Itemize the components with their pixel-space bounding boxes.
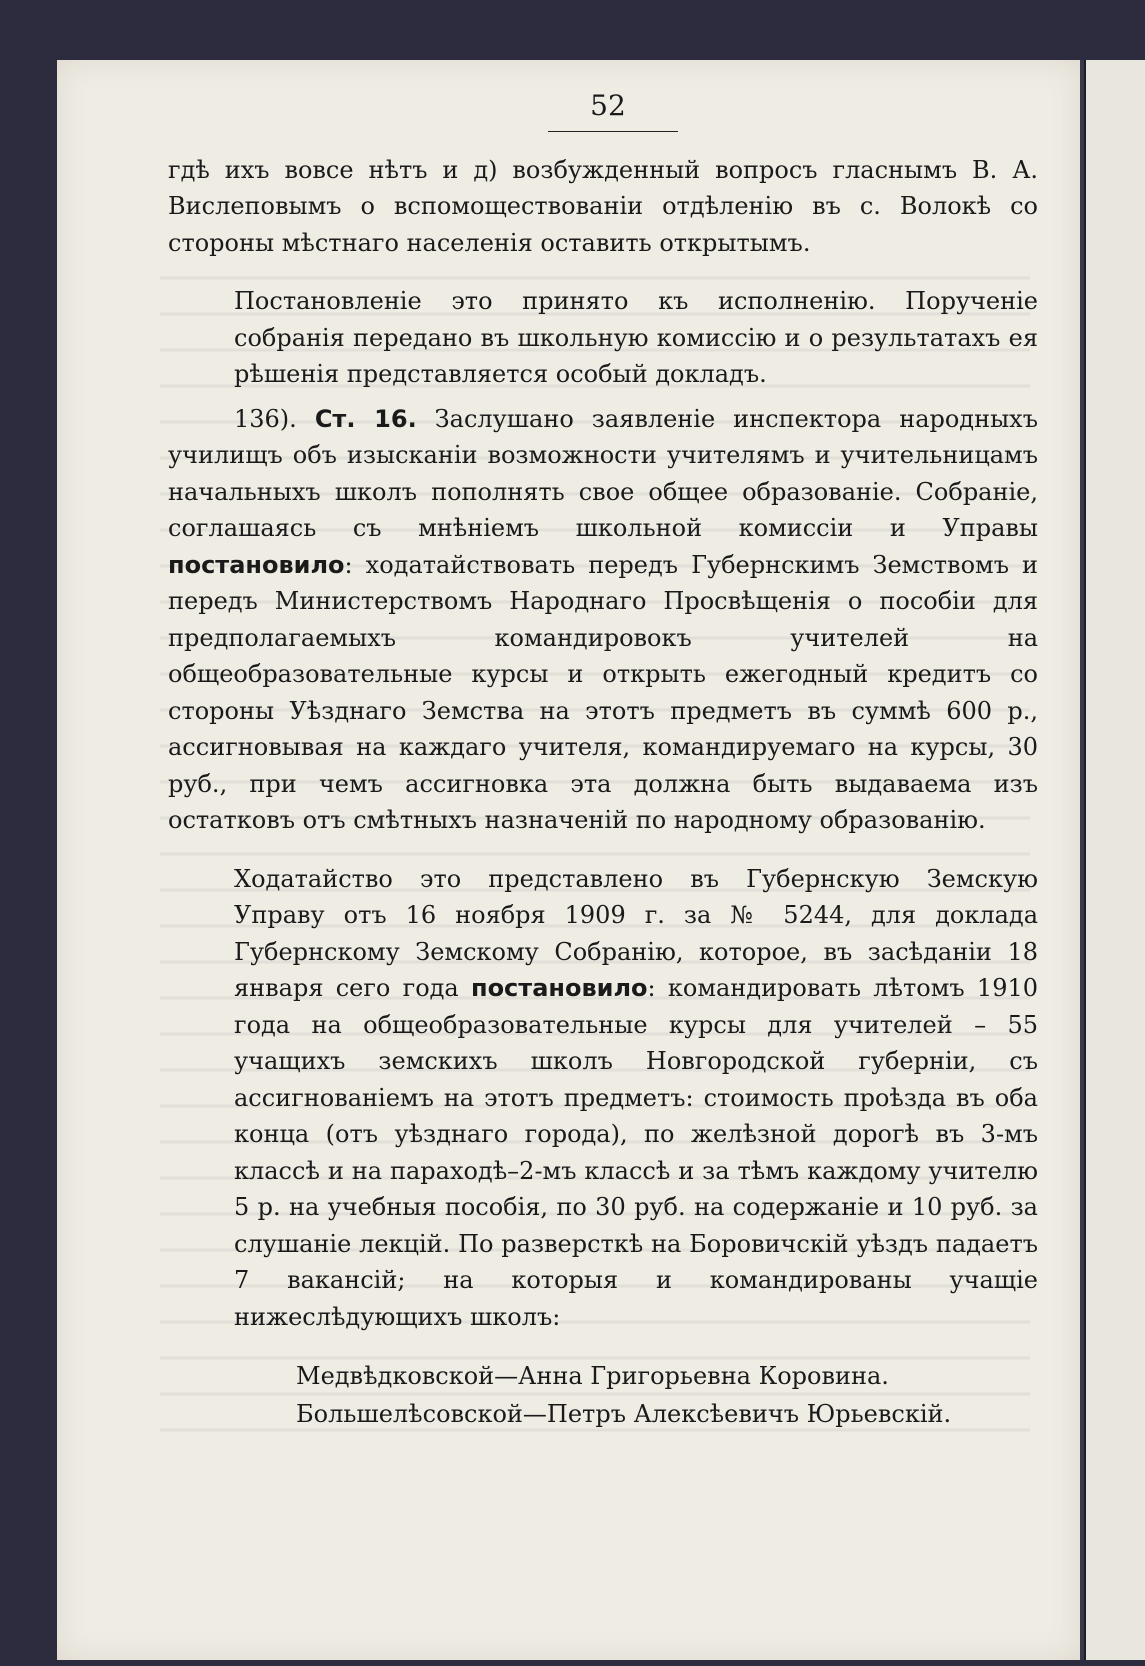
resolved-keyword: постановило [470, 974, 648, 1002]
list-item: Медвѣдковской—Анна Григорьевна Коровина. [296, 1362, 889, 1390]
page-number: 52 [590, 89, 626, 122]
appointed-teachers-list [168, 1357, 1038, 1433]
page-text [168, 88, 1038, 1433]
petition-text-b: : командировать лѣтомъ 1910 года на общеобразовательные курсы для учителей – 55 учащихъ земскихъ школъ Новгородской губерніи, съ ассигнованіемъ на этотъ предметъ: стоимость проѣзда въ оба конца (отъ уѣзднаго города), по желѣзной дорогѣ въ 3-мъ классѣ и на параходѣ–2-мъ классѣ и за тѣмъ каждому учителю 5 р. на учебныя пособія, по 30 руб. на содержаніе и 10 руб. за слушаніе лекцій. По разверсткѣ на Боровичскій уѣздъ падаетъ 7 вакансій; на которыя и командированы учащіе нижеслѣдующихъ школъ: [234, 974, 1038, 1331]
petition-text-a: Ходатайство это представлено въ Губернскую Земскую Управу отъ 16 ноября 1909 г. за № 5244, для доклада Губернскому Земскому Собранію, которое, въ засѣданіи 18 января сего года [234, 864, 1038, 1002]
petition-note [168, 861, 1038, 1336]
list-item: Большелѣсовской—Петръ Алексѣевичъ Юрьевскій. [296, 1400, 952, 1428]
resolution-note-text: Постановленіе это принято къ исполненію. Порученіе собранія передано въ школьную комиссію и о результатахъ ея рѣшенія представляется особый докладъ. [234, 287, 1038, 388]
page-number-rule [548, 131, 678, 132]
article-16-paragraph [168, 401, 1038, 839]
article-text-a: Заслушано заявленіе инспектора народныхъ училищъ объ изысканіи возможности учителямъ и учительницамъ начальныхъ школъ пополнять свое общее образованіе. Собраніе, соглашаясь съ мнѣніемъ школьной комиссіи и Управы [168, 404, 1038, 542]
article-label: Ст. 16. [314, 404, 417, 433]
resolution-note [168, 283, 1038, 393]
adjacent-page-edge [1084, 60, 1145, 1660]
item-number: 136). [234, 404, 297, 433]
article-text-b: : ходатайствовать передъ Губернскимъ Земствомъ и передъ Министерствомъ Народнаго Просвѣщенія о пособіи для предполагаемыхъ командировокъ учителей на общеобразовательные курсы и открыть ежегодный кредитъ со стороны Уѣзднаго Земства на этотъ предметъ въ суммѣ 600 р., ассигновывая на каждаго учителя, командируемаго на курсы, 30 руб., при чемъ ассигновка эта должна быть выдаваема изъ остатковъ отъ смѣтныхъ назначеній по народному образованію. [168, 550, 1038, 834]
petition-note-text [234, 861, 1038, 1336]
paragraph-continuation: гдѣ ихъ вовсе нѣтъ и д) возбужденный вопросъ гласнымъ В. А. Вислеповымъ о вспомоществованіи отдѣленію въ с. Волокѣ со стороны мѣстнаго населенія оставить открытымъ. [168, 155, 1038, 257]
resolved-keyword: постановило [168, 550, 345, 579]
